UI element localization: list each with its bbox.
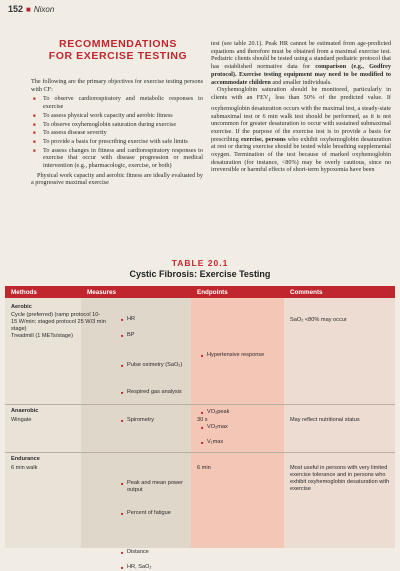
measure-cell: ■ Distance (121, 549, 400, 556)
table-header-row (5, 286, 395, 298)
objectives-list (31, 95, 203, 169)
measure-cell: ■ BP (121, 332, 400, 339)
measure-cell: ■ HR (121, 316, 400, 323)
paragraph: test (see table 20.1). Peak HR cannot be estimated from age-predicted equations and therefore must be obtained from a maximal exercise test. Pediatric clients should be tested using a standard pediatric protocol that has established normative data for comparison (e.g., Godfrey protocol). Exercise testing equipment may need to be modified to accommodate children and smaller individuals. (211, 40, 391, 86)
section-title: RECOMMENDATIONS FOR EXERCISE TESTING (48, 38, 188, 62)
row-label-endurance: Endurance (11, 456, 40, 462)
column-header: Methods (11, 289, 37, 296)
running-header (8, 4, 54, 14)
measure-cell: ■ Percent of fatigue (121, 510, 400, 517)
endpoint-cell: ■ Hypertensive response (201, 352, 400, 359)
measure-cell: ■ HR, SaO₂ (121, 564, 400, 571)
list-item: ■ To provide a basis for prescribing exercise with safe limits (31, 138, 203, 146)
left-column (31, 42, 203, 187)
measure-cell: ■ Peak and mean power output (121, 480, 195, 494)
intro-text: The following are the primary objectives for exercise testing persons with CF: (31, 78, 203, 93)
bullet-separator-icon: ■ (26, 5, 31, 14)
exercise-testing-table (5, 286, 395, 570)
endpoint-cell: 6 min (197, 465, 211, 471)
endpoint-cell: ■ VO₂max (201, 424, 400, 431)
method-cell: 6 min walk (11, 465, 38, 471)
column-header: Endpoints (197, 289, 228, 296)
table-caption: TABLE 20.1 (171, 258, 229, 268)
row-label-aerobic: Aerobic (11, 304, 32, 310)
list-item: ■ To observe oxyhemoglobin saturation during exercise (31, 121, 203, 129)
method-cell: Cycle (preferred) (ramp protocol 10-15 W/min; staged protocol 25 W/3 min stage) (11, 312, 106, 332)
table-title: Cystic Fibrosis: Exercise Testing (129, 269, 271, 279)
row-divider (5, 452, 395, 453)
list-item: ■ To assess disease severity (31, 129, 203, 137)
list-item: ■ To assess physical work capacity and aerobic fitness (31, 112, 203, 120)
method-cell: Treadmill (1 METs/stage) (11, 333, 73, 339)
comment-cell: SaO₂ <80% may occur (290, 317, 347, 323)
chapter-author: Nixon (33, 5, 55, 14)
comment-cell: May reflect nutritional status (290, 417, 360, 423)
comment-cell: Most useful in persons with very limited exercise tolerance and in persons who exhibit oxyhemoglobin desaturation with exercise (290, 465, 390, 492)
paragraph: Oxyhemoglobin saturation should be monitored, particularly in clients with an $FEV_1$ less than 50% of the predicted value. If oxyhemoglobin desaturation occurs with the maximal test, a steady-state submaximal test or 6 min walk test should be performed, as it is not uncommon for greater desaturation to occur with sustained submaximal exercise. If the purpose of the exercise test is to provide a basis for prescribing exercise, persons who exhibit oxyhemoglobin desaturation at rest or during exercise should be tested while breathing supplemental oxygen. Termination of the test because of marked oxyhemoglobin desaturation (for instance, <80%) may be overly cautious, since no irreversible or harmful effects of short-term hypoxemia have been (211, 86, 391, 174)
column-header: Measures (87, 289, 117, 296)
endpoint-cell: ■ VO₂peak (201, 409, 400, 416)
right-column (211, 40, 391, 174)
row-divider (5, 404, 395, 405)
column-header: Comments (290, 289, 323, 296)
row-label-anaerobic: Anaerobic (11, 408, 39, 414)
endpoint-cell: ■ V₁max (201, 439, 400, 446)
method-cell: Wingate (11, 417, 32, 423)
endpoint-cell: 30 s (197, 417, 208, 423)
page-number: 152 (8, 4, 24, 14)
measure-cell: ■ Pulse oximetry (SaO₂) (121, 362, 400, 369)
closing-text: Physical work capacity and aerobic fitness are ideally evaluated by a progressive maximal exercise (31, 171, 203, 187)
measure-cell: ■ Respired gas analysis (121, 389, 400, 396)
list-item: ■ To observe cardiorespiratory and metabolic responses to exercise (31, 95, 203, 110)
measure-cell: ■ Spirometry (121, 417, 400, 424)
list-item: ■ To assess changes in fitness and cardiorespiratory responses to exercise that occur with disease progression or medical intervention (e.g., pharmacologic, exercise, or both) (31, 147, 203, 170)
